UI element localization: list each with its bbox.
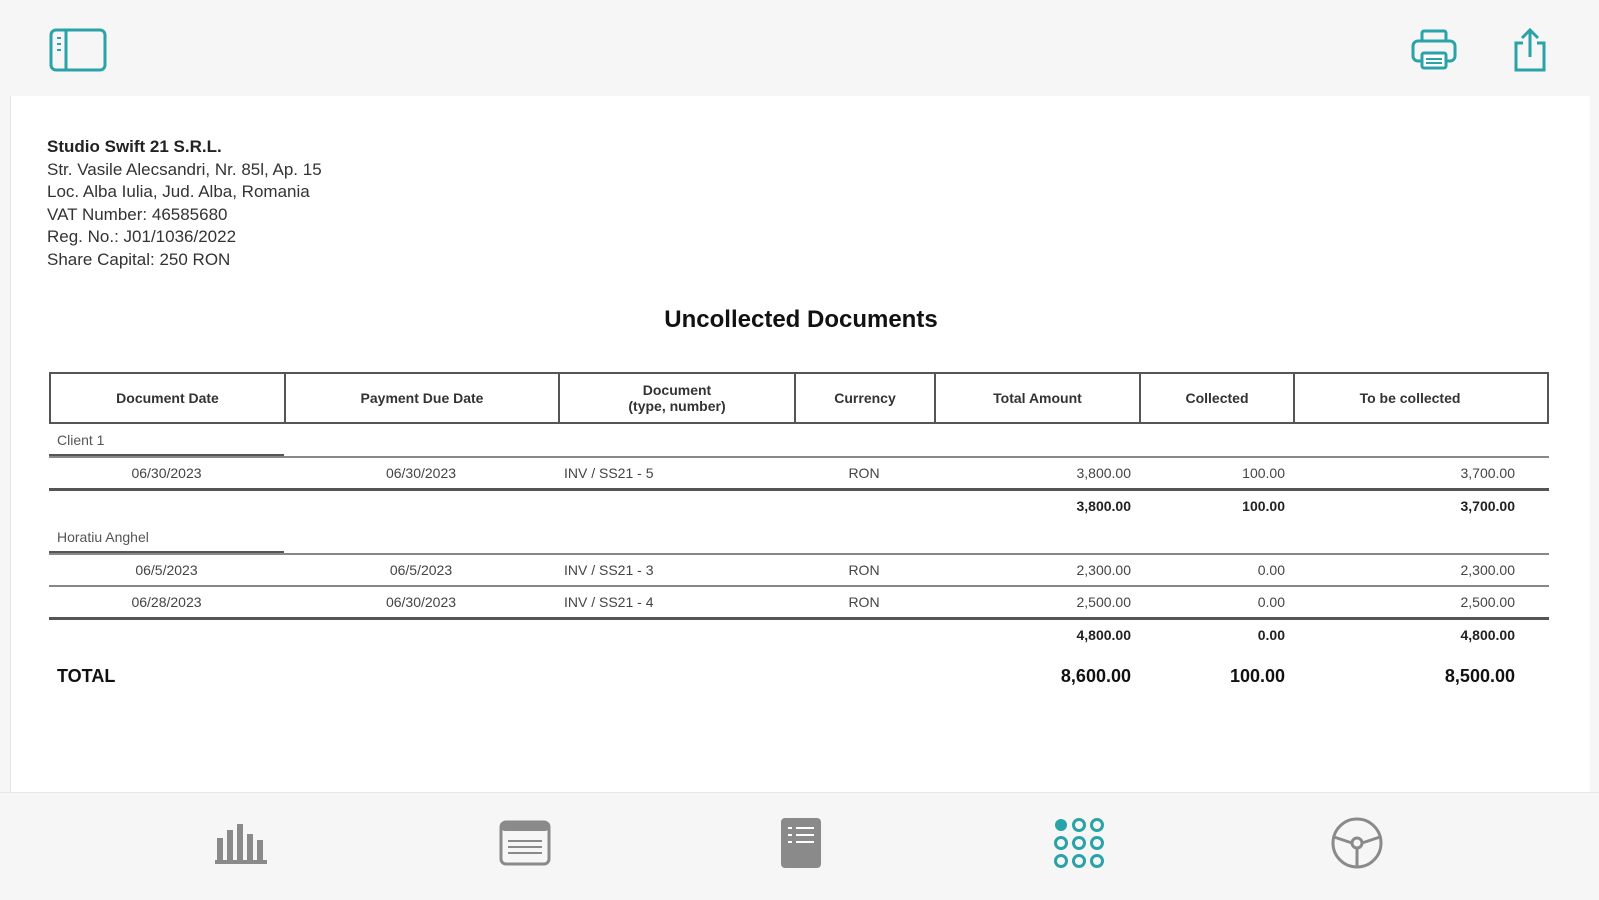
- bar-chart-icon: [213, 820, 269, 866]
- share-button[interactable]: [1508, 24, 1552, 76]
- subtotal-row: [49, 620, 1549, 650]
- cell-total: 2,500.00: [1076, 594, 1131, 610]
- cell-due-date: 06/30/2023: [385, 465, 457, 481]
- col-currency: Currency: [796, 374, 936, 422]
- company-address-line2: Loc. Alba Iulia, Jud. Alba, Romania: [47, 182, 310, 201]
- col-to-be-collected: To be collected: [1359, 390, 1461, 406]
- company-info: [47, 136, 322, 271]
- cell-doc-date: 06/28/2023: [131, 594, 202, 610]
- table-header: [49, 372, 1549, 424]
- col-total-amount: Total Amount: [936, 374, 1141, 422]
- sidebar-toggle-button[interactable]: [46, 24, 110, 76]
- cell-to-collect: 2,300.00: [1460, 562, 1515, 578]
- calendar-list-icon: [498, 819, 552, 867]
- cell-to-collect: 3,700.00: [1460, 465, 1515, 481]
- company-name: Studio Swift 21 S.R.L.: [47, 137, 222, 156]
- tab-reports[interactable]: [1044, 811, 1114, 875]
- cell-collected: 100.00: [1242, 465, 1285, 481]
- top-toolbar: [0, 0, 1599, 96]
- tab-documents[interactable]: [766, 811, 836, 875]
- grand-total-amount: 8,600.00: [1060, 665, 1131, 686]
- subtotal-to-collect: 4,800.00: [1460, 627, 1515, 643]
- cell-due-date: 06/30/2023: [385, 594, 457, 610]
- cell-collected: 0.00: [1257, 594, 1285, 610]
- share-icon: [1511, 27, 1549, 73]
- cell-total: 3,800.00: [1076, 465, 1131, 481]
- group-label: Horatiu Anghel: [49, 521, 1549, 553]
- cell-document: INV / SS21 - 4: [564, 594, 654, 610]
- subtotal-collected: 0.00: [1257, 627, 1285, 643]
- grid-apps-icon: [1052, 816, 1106, 870]
- company-reg: Reg. No.: J01/1036/2022: [47, 227, 237, 246]
- col-document-line2: (type, number): [628, 398, 726, 414]
- grand-total-row: [49, 650, 1549, 702]
- report-table: [49, 372, 1549, 702]
- company-address-line1: Str. Vasile Alecsandri, Nr. 85l, Ap. 15: [47, 159, 322, 179]
- tab-calendar[interactable]: [490, 811, 560, 875]
- subtotal-total: 4,800.00: [1076, 627, 1131, 643]
- print-button[interactable]: [1408, 26, 1460, 74]
- cell-doc-date: 06/30/2023: [131, 465, 202, 481]
- col-document-line1: Document: [642, 382, 712, 398]
- col-payment-due-date: Payment Due Date: [286, 374, 560, 422]
- table-row: [49, 555, 1549, 585]
- report-title: Uncollected Documents: [664, 306, 938, 333]
- subtotal-to-collect: 3,700.00: [1460, 498, 1515, 514]
- grand-total-to-collect: 8,500.00: [1444, 665, 1515, 686]
- steering-wheel-icon: [1329, 815, 1385, 871]
- cell-document: INV / SS21 - 3: [564, 562, 654, 578]
- cell-currency: RON: [848, 465, 880, 481]
- cell-total: 2,300.00: [1076, 562, 1131, 578]
- cell-collected: 0.00: [1257, 562, 1285, 578]
- table-row: [49, 458, 1549, 488]
- cell-document: INV / SS21 - 5: [564, 465, 654, 481]
- sidebar-icon: [49, 28, 107, 72]
- cell-to-collect: 2,500.00: [1460, 594, 1515, 610]
- col-collected: Collected: [1141, 374, 1295, 422]
- total-label: TOTAL: [57, 665, 116, 686]
- company-capital: Share Capital: 250 RON: [47, 249, 231, 269]
- printer-icon: [1411, 29, 1457, 71]
- grand-total-collected: 100.00: [1229, 665, 1285, 686]
- subtotal-row: [49, 491, 1549, 521]
- company-vat: VAT Number: 46585680: [47, 204, 228, 224]
- subtotal-total: 3,800.00: [1076, 498, 1131, 514]
- cell-currency: RON: [848, 594, 880, 610]
- table-row: [49, 587, 1549, 617]
- subtotal-collected: 100.00: [1242, 498, 1285, 514]
- cell-currency: RON: [848, 562, 880, 578]
- report-page: [10, 96, 1590, 792]
- cell-due-date: 06/5/2023: [389, 562, 453, 578]
- group-label: Client 1: [49, 424, 1549, 456]
- cell-doc-date: 06/5/2023: [135, 562, 198, 578]
- document-list-icon: [779, 816, 823, 870]
- bottom-tab-bar: [0, 792, 1599, 900]
- tab-settings[interactable]: [1322, 811, 1392, 875]
- col-document-date: Document Date: [51, 374, 286, 422]
- tab-statistics[interactable]: [206, 811, 276, 875]
- col-document: [560, 374, 796, 422]
